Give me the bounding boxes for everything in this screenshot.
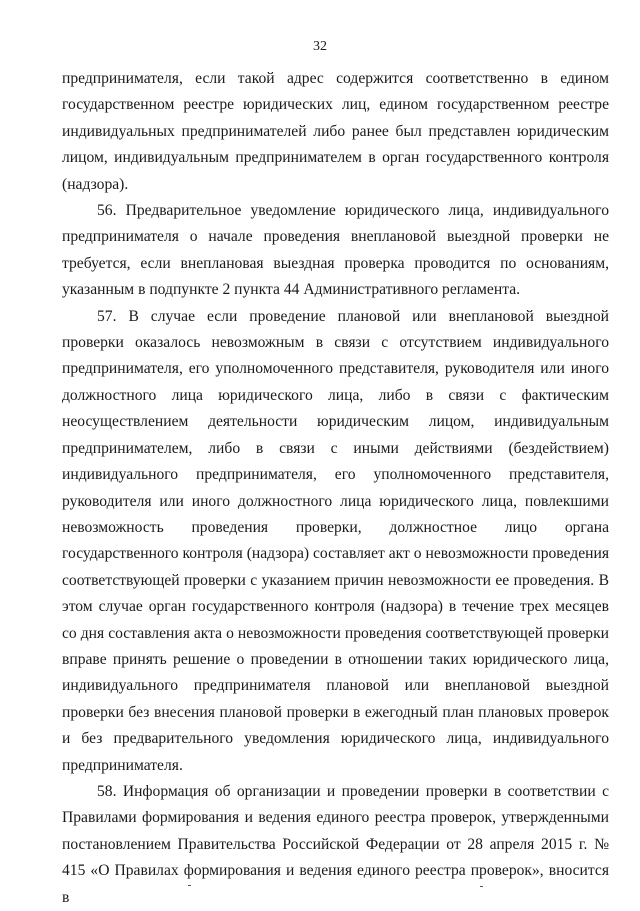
paragraph-57: 57. В случае если проведение плановой или внеплановой выездной проверки оказалось невозможным в связи с отсутствием индивидуального предпринимателя, его уполномоченного представителя, руководителя или иного должностного лица юридического лица, либо в связи с фактическим неосуществлением деятельности юридическим лицом, индивидуальным предпринимателем, либо в связи с иными действиями (бездействием) индивидуального предпринимателя, его уполномоченного представителя, руководителя или иного должностного лица юридического лица, повлекшими невозможность проведения проверки, должностное лицо органа государственного контроля (надзора) составляет акт о невозможности проведения соответствующей проверки с указанием причин невозможности ее проведения. В этом случае орган государственного контроля (надзора) в течение трех месяцев со дня составления акта о невозможности проведения соответствующей проверки вправе принять решение о проведении в отношении таких юридического лица, индивидуального предпринимателя плановой или внеплановой выездной проверки без внесения плановой проверки в ежегодный план плановых проверок и без предварительного уведомления юридического лица, индивидуального предпринимателя. [62,307,609,774]
paragraph-continuation: предпринимателя, если такой адрес содержится соответственно в едином государственном реестре юридических лиц, едином государственном реестре индивидуальных предпринимателей либо ранее был представлен юридическим лицом, индивидуальным предпринимателем в орган государственного контроля (надзора). [62,70,609,193]
scan-artifact [188,885,191,886]
paragraph-56: 56. Предварительное уведомление юридического лица, индивидуального предпринимателя о начале проведения внеплановой выездной проверки не требуется, если внеплановая выездная проверка проводится по основаниям, указанным в подпункте 2 пункта 44 Административного регламента. [62,202,609,299]
paragraph-58: 58. Информация об организации и проведении проверки в соответствии с Правилами формирования и ведения единого реестра проверок, утвержденными постановлением Правительства Российской Федерации от 28 апреля 2015 г. № 415 «О Правилах формирования и ведения единого реестра проверок», вносится в [62,782,609,906]
document-body [62,66,609,911]
page-number: 32 [313,39,327,54]
scan-artifact [480,886,483,887]
